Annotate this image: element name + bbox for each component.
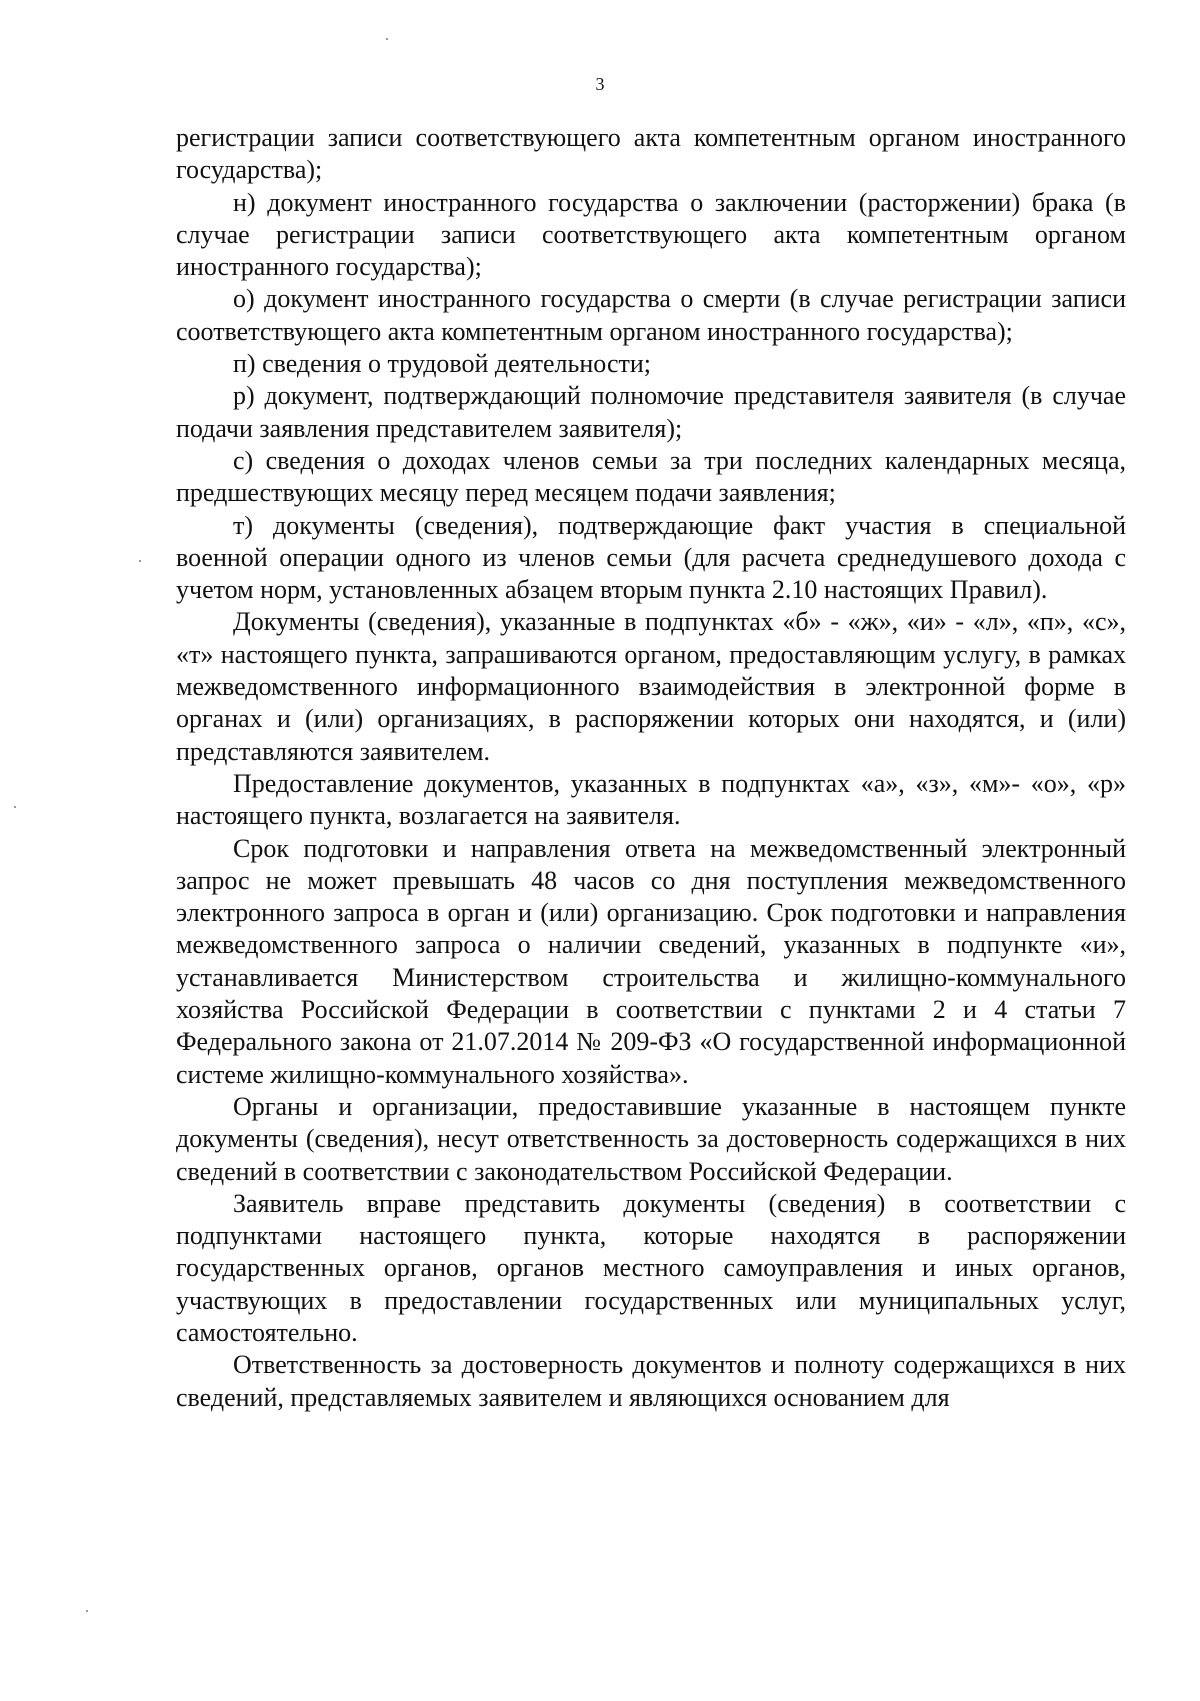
item-o: о) документ иностранного государства о смерти (в случае регистрации записи соответствующего акта компетентным органом иностранного государства); <box>176 284 1126 346</box>
paragraph-applicant-right: Заявитель вправе представить документы (сведения) в соответствии с подпунктами настоящего пункта, которые находятся в распоряжении государственных органов, органов местного самоуправления и иных органов, участвующих в предоставлении государственных или муниципальных услуг, самостоятельно. <box>176 1188 1126 1347</box>
item-p: п) сведения о трудовой деятельности; <box>233 349 651 379</box>
paragraph-applicant-responsibility: Ответственность за достоверность документов и полноту содержащихся в них сведений, представляемых заявителем и являющихся основанием для <box>176 1350 1126 1412</box>
scan-speck <box>14 806 16 808</box>
paragraph-deadline: Срок подготовки и направления ответа на межведомственный электронный запрос не может превышать 48 часов со дня поступления межведомственного электронного запроса в орган и (или) организацию. Срок подготовки и направления межведомственного запроса о наличии сведений, указанных в подпункте «и», устанавливается Министерством строительства и жилищно-коммунального хозяйства Российской Федерации в соответствии с пунктами 2 и 4 статьи 7 Федерального закона от 21.07.2014 № 209-ФЗ «О государственной информационной системе жилищно-коммунального хозяйства». <box>176 833 1126 1089</box>
paragraph-continuation: регистрации записи соответствующего акта компетентным органом иностранного государства); <box>176 123 1126 185</box>
item-t: т) документы (сведения), подтверждающие факт участия в специальной военной операции одного из членов семьи (для расчета среднедушевого дохода с учетом норм, установленных абзацем вторым пункта 2.10 настоящих Правил). <box>176 510 1126 605</box>
document-body <box>176 122 1126 1414</box>
page-number: 3 <box>595 74 605 94</box>
item-r: р) документ, подтверждающий полномочие представителя заявителя (в случае подачи заявления представителем заявителя); <box>176 381 1126 443</box>
item-n: н) документ иностранного государства о заключении (расторжении) брака (в случае регистрации записи соответствующего акта компетентным органом иностранного государства); <box>176 187 1126 282</box>
paragraph-applicant-documents: Предоставление документов, указанных в подпунктах «а», «з», «м»- «о», «р» настоящего пункта, возлагается на заявителя. <box>176 768 1126 831</box>
scan-speck <box>86 1610 88 1612</box>
item-s: с) сведения о доходах членов семьи за три последних календарных месяца, предшествующих месяцу перед месяцем подачи заявления; <box>176 445 1126 508</box>
paragraph-requested-documents: Документы (сведения), указанные в подпунктах «б» - «ж», «и» - «л», «п», «с», «т» настоящего пункта, запрашиваются органом, предоставляющим услугу, в рамках межведомственного информационного взаимодействия в электронной форме в органах и (или) организациях, в распоряжении которых они находятся, и (или) представляются заявителем. <box>176 607 1126 766</box>
scan-speck <box>139 560 141 562</box>
scan-speck <box>386 38 388 40</box>
paragraph-responsibility-organizations: Органы и организации, предоставившие указанные в настоящем пункте документы (сведения), несут ответственность за достоверность содержащихся в них сведений в соответствии с законодательством Российской Федерации. <box>176 1091 1126 1186</box>
